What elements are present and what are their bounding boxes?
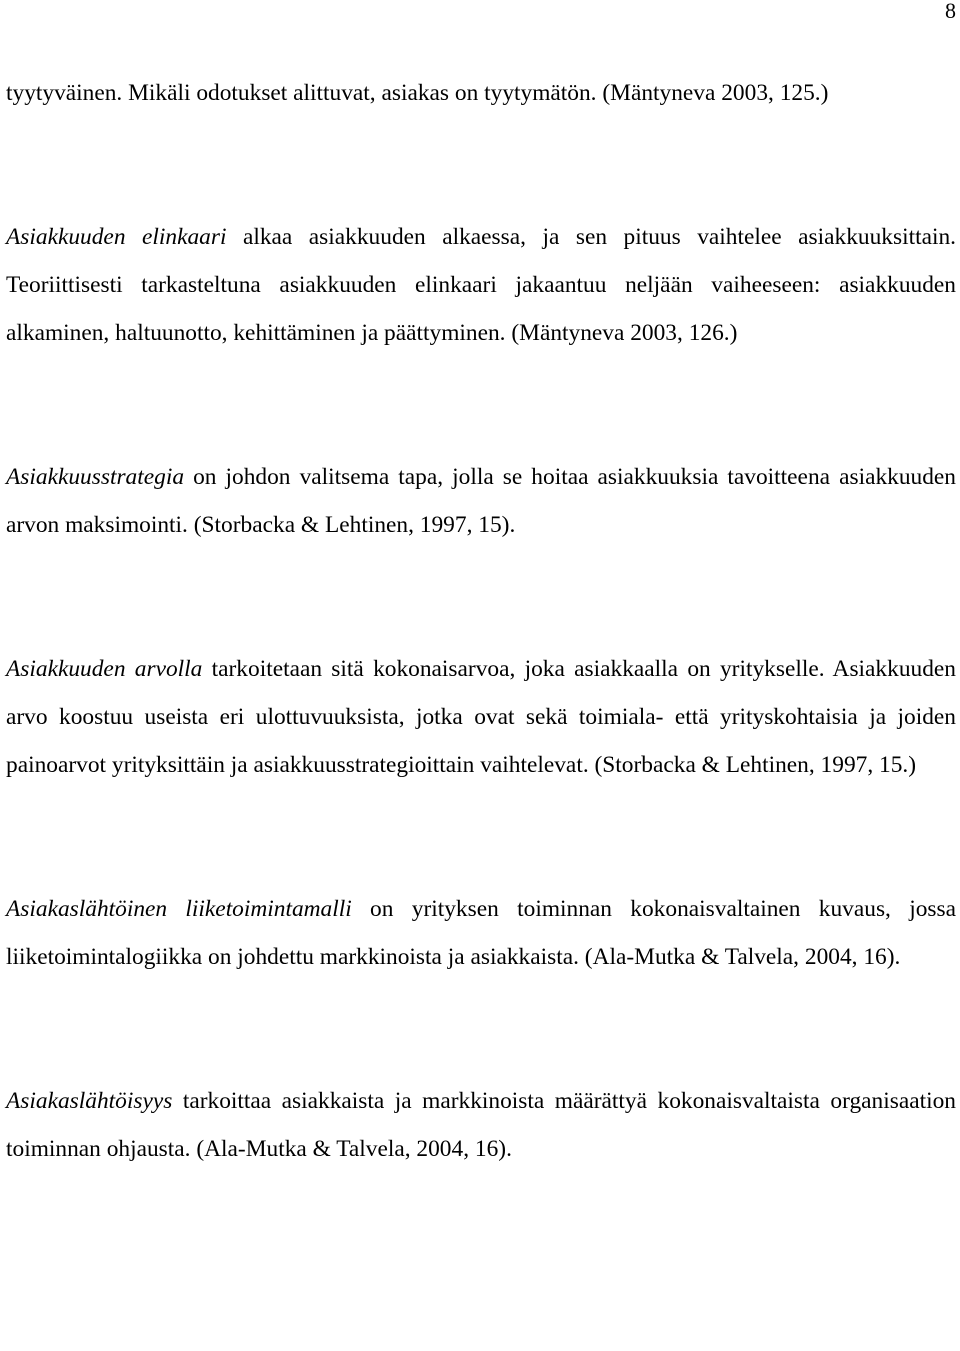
paragraph-continuation [6,69,956,117]
document-body [6,69,956,1173]
defined-term: Asiakkuuden elinkaari [6,224,227,250]
page-number: 8 [945,0,956,23]
paragraph-definition-elinkaari [6,213,956,357]
paragraph-text: on johdon valitsema tapa, jolla se hoitaa asiakkuuksia tavoitteena asiakkuuden arvon maksimointi. (Storbacka & Lehtinen, 1997, 15). [6,464,956,538]
paragraph-text: tarkoitetaan sitä kokonaisarvoa, joka asiakkaalla on yritykselle. Asiakkuuden arvo koostuu useista eri ulottuvuuksista, jotka ovat sekä toimiala- että yrityskohtaisia ja joiden painoarvot yrityksittäin ja asiakkuusstrategioittain vaihtelevat. (Storbacka & Lehtinen, 1997, 15.) [6,656,956,778]
paragraph-definition-arvo [6,645,956,789]
defined-term: Asiakkuusstrategia [6,464,185,490]
defined-term: Asiakaslähtöinen liiketoimintamalli [6,896,352,922]
paragraph-text: tyytyväinen. Mikäli odotukset alittuvat, asiakas on tyytymätön. (Mäntyneva 2003, 125.) [6,80,829,106]
paragraph-text: tarkoittaa asiakkaista ja markkinoista määrättyä kokonaisvaltaista organisaation toiminnan ohjausta. (Ala-Mutka & Talvela, 2004, 16). [6,1088,956,1162]
paragraph-text: on yrityksen toiminnan kokonaisvaltainen kuvaus, jossa liiketoimintalogiikka on johdettu markkinoista ja asiakkaista. (Ala-Mutka & Talvela, 2004, 16). [6,896,956,970]
paragraph-definition-liiketoimintamalli [6,885,956,981]
defined-term: Asiakaslähtöisyys [6,1088,173,1114]
paragraph-text: alkaa asiakkuuden alkaessa, ja sen pituus vaihtelee asiakkuuksittain. Teoriittisesti tarkasteltuna asiakkuuden elinkaari jakaantuu neljään vaiheeseen: asiakkuuden alkaminen, haltuunotto, kehittäminen ja päättyminen. (Mäntyneva 2003, 126.) [6,224,957,346]
paragraph-definition-strategia [6,453,956,549]
defined-term: Asiakkuuden arvolla [6,656,203,682]
paragraph-definition-asiakaslahtoisyys [6,1077,956,1173]
